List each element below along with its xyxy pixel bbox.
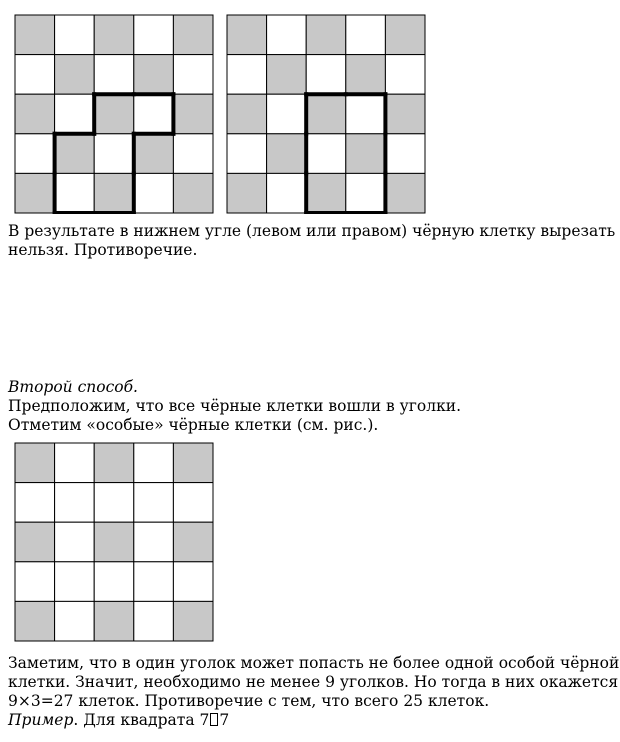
example-line <box>8 711 619 730</box>
grid2-cell-2-1 <box>267 94 307 134</box>
grid2-cell-1-3 <box>346 55 386 95</box>
grid3-cell-4-2 <box>94 601 134 641</box>
grid1-cell-1-3 <box>134 55 174 95</box>
grid1-cell-0-4 <box>173 15 213 55</box>
grid3-cell-0-2 <box>94 443 134 483</box>
grid2-cell-2-2 <box>306 94 346 134</box>
grid1-cell-3-0 <box>15 134 55 174</box>
grid2-cell-1-4 <box>385 55 425 95</box>
checkerboard-2 <box>226 14 426 214</box>
grid1-cell-2-3 <box>134 94 174 134</box>
grid3-cell-3-1 <box>55 562 95 602</box>
grid3-cell-3-2 <box>94 562 134 602</box>
grid3-cell-1-4 <box>173 483 213 523</box>
grid2-cell-4-0 <box>227 173 267 213</box>
grid2-cell-2-4 <box>385 94 425 134</box>
grid1-cell-3-3 <box>134 134 174 174</box>
grid2-cell-0-4 <box>385 15 425 55</box>
grid3-cell-3-0 <box>15 562 55 602</box>
method-two-line-1: Предположим, что все чёрные клетки вошли в уголки. <box>8 397 462 415</box>
grid2-cell-0-2 <box>306 15 346 55</box>
grid1-cell-0-1 <box>55 15 95 55</box>
grid1-cell-1-4 <box>173 55 213 95</box>
grid2-cell-3-4 <box>385 134 425 174</box>
grid3-cell-1-2 <box>94 483 134 523</box>
grid1-cell-0-3 <box>134 15 174 55</box>
paragraph-conclusion <box>8 654 619 730</box>
grid3-cell-4-4 <box>173 601 213 641</box>
grid2-cell-4-4 <box>385 173 425 213</box>
grid1-cell-1-2 <box>94 55 134 95</box>
grid2-cell-3-0 <box>227 134 267 174</box>
grid3-cell-3-4 <box>173 562 213 602</box>
grid2-cell-3-3 <box>346 134 386 174</box>
grid2-cell-3-1 <box>267 134 307 174</box>
method-two-line-2: Отметим «особые» чёрные клетки (см. рис.). <box>8 416 379 434</box>
checkerboard-1 <box>14 14 214 214</box>
example-text-end: 7 <box>219 711 230 729</box>
grid3-cell-1-3 <box>134 483 174 523</box>
grid3-cell-0-3 <box>134 443 174 483</box>
grid1-cell-3-4 <box>173 134 213 174</box>
grid1-cell-1-1 <box>55 55 95 95</box>
grid2-cell-1-0 <box>227 55 267 95</box>
method-two-heading: Второй способ. <box>8 378 138 396</box>
grid3-cell-1-0 <box>15 483 55 523</box>
grid3-cell-2-2 <box>94 522 134 562</box>
grid3-cell-2-0 <box>15 522 55 562</box>
grid1-cell-4-4 <box>173 173 213 213</box>
grid2-cell-2-3 <box>346 94 386 134</box>
grid3-cell-2-4 <box>173 522 213 562</box>
paragraph-conclusion-line-1: Заметим, что в один уголок может попасть не более одной особой чёрной <box>8 654 620 672</box>
paragraph-result-line-2: нельзя. Противоречие. <box>8 241 198 259</box>
grid3-cell-4-1 <box>55 601 95 641</box>
grid1-cell-3-2 <box>94 134 134 174</box>
grid3-cell-2-3 <box>134 522 174 562</box>
checkerboard-3 <box>14 442 214 642</box>
grid2-cell-4-3 <box>346 173 386 213</box>
grid1-cell-2-0 <box>15 94 55 134</box>
grid2-cell-2-0 <box>227 94 267 134</box>
grid3-cell-1-1 <box>55 483 95 523</box>
grid2-cell-4-1 <box>267 173 307 213</box>
grid1-cell-1-0 <box>15 55 55 95</box>
grid1-cell-2-2 <box>94 94 134 134</box>
method-two-block <box>8 378 461 435</box>
figure-grid-3 <box>14 442 214 642</box>
grid1-cell-4-2 <box>94 173 134 213</box>
paragraph-result-line-1: В результате в нижнем угле (левом или правом) чёрную клетку вырезать <box>8 222 616 240</box>
grid3-cell-4-0 <box>15 601 55 641</box>
grid1-cell-0-0 <box>15 15 55 55</box>
paragraph-conclusion-line-2: клетки. Значит, необходимо не менее 9 уголков. Но тогда в них окажется <box>8 673 619 691</box>
grid1-cell-4-1 <box>55 173 95 213</box>
grid3-cell-0-0 <box>15 443 55 483</box>
missing-glyph-icon <box>210 713 218 726</box>
grid3-cell-3-3 <box>134 562 174 602</box>
grid3-cell-0-4 <box>173 443 213 483</box>
grid2-cell-1-2 <box>306 55 346 95</box>
figure-grid-1 <box>14 14 214 214</box>
grid1-cell-0-2 <box>94 15 134 55</box>
grid2-cell-1-1 <box>267 55 307 95</box>
grid3-cell-4-3 <box>134 601 174 641</box>
grid3-cell-2-1 <box>55 522 95 562</box>
grid2-cell-0-1 <box>267 15 307 55</box>
grid1-cell-3-1 <box>55 134 95 174</box>
grid2-cell-3-2 <box>306 134 346 174</box>
grid2-cell-4-2 <box>306 173 346 213</box>
grid1-cell-4-3 <box>134 173 174 213</box>
grid1-cell-2-1 <box>55 94 95 134</box>
grid2-cell-0-3 <box>346 15 386 55</box>
example-label: Пример <box>8 711 74 729</box>
paragraph-conclusion-line-3: 9×3=27 клеток. Противоречие с тем, что всего 25 клеток. <box>8 692 490 710</box>
grid3-cell-0-1 <box>55 443 95 483</box>
grid1-cell-2-4 <box>173 94 213 134</box>
example-text: . Для квадрата 7 <box>73 711 210 729</box>
grid2-cell-0-0 <box>227 15 267 55</box>
figure-grid-2 <box>226 14 426 214</box>
grid1-cell-4-0 <box>15 173 55 213</box>
paragraph-result <box>8 222 615 260</box>
